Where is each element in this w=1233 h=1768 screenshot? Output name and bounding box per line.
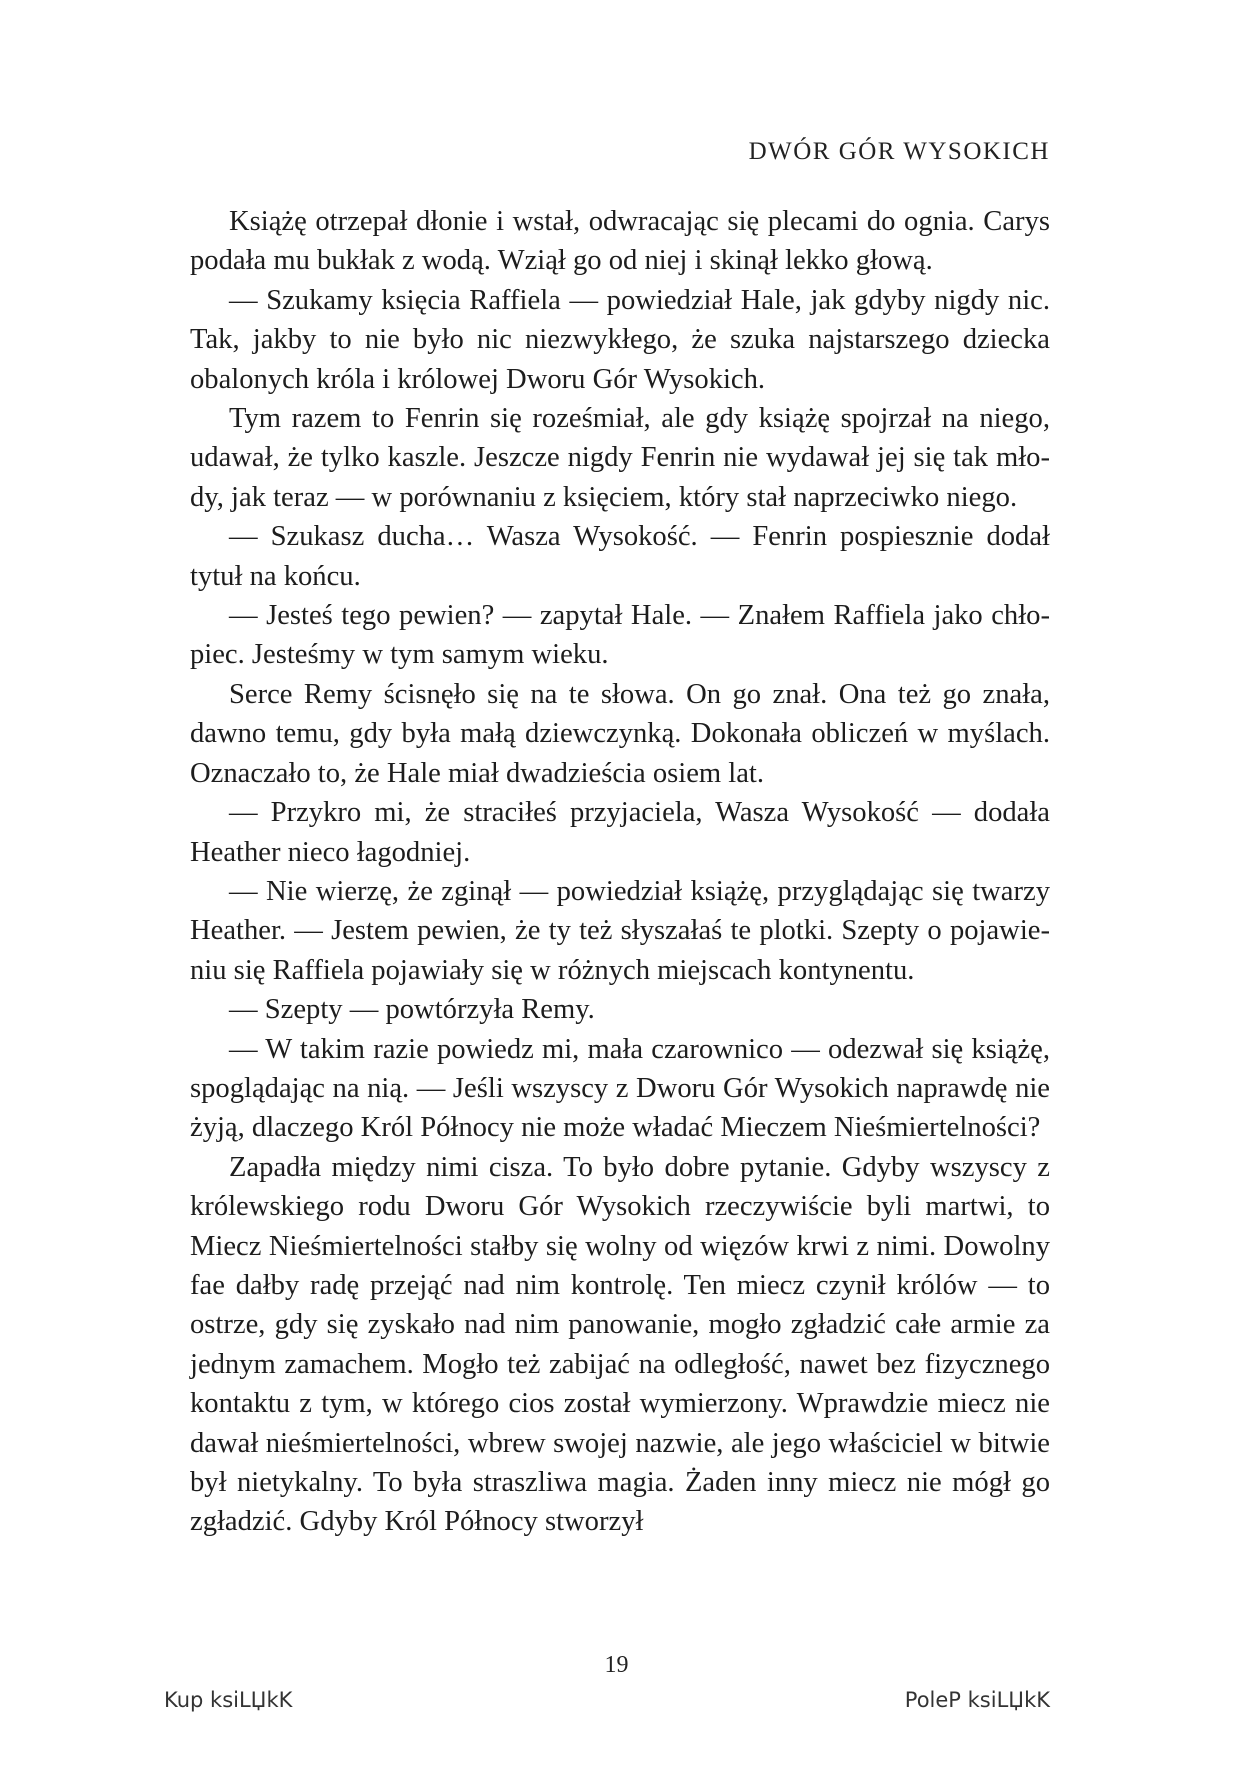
recommend-book-link[interactable]: PoleP ksiLЏkK: [904, 1688, 1050, 1712]
paragraph: Tym razem to Fenrin się roześmiał, ale gdy książę spojrzał na niego, udawał, że tylko kaszle. Jeszcze nigdy Fenrin nie wydawał jej się tak młody, jak teraz — w porównaniu z księciem, który stał naprzeciwko niego.: [190, 403, 1050, 513]
paragraph: — Szukasz ducha… Wasza Wysokość. — Fenrin pospiesznie dodał tytuł na końcu.: [190, 521, 1050, 592]
body-text: [190, 202, 1050, 1542]
page-number: 19: [604, 1652, 629, 1678]
paragraph: — Jesteś tego pewien? — zapytał Hale. — Znałem Raffiela jako chłopiec. Jesteśmy w tym samym wieku.: [190, 600, 1050, 671]
paragraph: — Nie wierzę, że zginął — powiedział książę, przyglądając się twarzy Heather. — Jestem pewien, że ty też słyszałaś te plotki. Szepty o pojawieniu się Raffiela pojawiały się w różnych miejscach kontynentu.: [190, 875, 1050, 986]
paragraph: — W takim razie powiedz mi, mała czarownico — odezwał się książę, spoglądając na nią. — Jeśli wszyscy z Dworu Gór Wysokich naprawdę nie żyją, dlaczego Król Północy nie może władać Mieczem Nieśmiertelności?: [190, 1033, 1050, 1144]
running-header: DWÓR GÓR WYSOKICH: [748, 138, 1050, 165]
paragraph: — Szukamy księcia Raffiela — powiedział Hale, jak gdyby nigdy nic. Tak, jakby to nie było nic niezwykłego, że szuka najstarszego dziecka obalonych króla i królowej Dworu Gór Wysokich.: [190, 284, 1050, 395]
buy-book-link[interactable]: Kup ksiLЏkK: [164, 1688, 293, 1712]
paragraph: Książę otrzepał dłonie i wstał, odwracając się plecami do ognia. Carys podała mu bukłak z wodą. Wziął go od niej i skinął lekko głową.: [190, 206, 1050, 277]
paragraph: Zapadła między nimi cisza. To było dobre pytanie. Gdyby wszyscy z królewskiego rodu Dworu Gór Wysokich rzeczywiście byli martwi, to Miecz Nieśmiertelności stałby się wolny od więzów krwi z nimi. Dowolny fae dałby radę przejąć nad nim kontrolę. Ten miecz czynił królów — to ostrze, gdy się zyskało nad nim panowanie, mogło zgładzić całe armie za jednym zamachem. Mogło też zabijać na odległość, nawet bez fizycznego kontaktu z tym, w którego cios został wymierzony. Wprawdzie miecz nie dawał nieśmiertelności, wbrew swojej nazwie, ale jego właściciel w bitwie był nietykalny. To była straszliwa magia. Żaden inny miecz nie mógł go zgładzić. Gdyby Król Północy stworzył: [190, 1151, 1050, 1538]
paragraph: Serce Remy ścisnęło się na te słowa. On go znał. Ona też go znała, dawno temu, gdy była małą dziewczynką. Dokonała obliczeń w myślach. Oznaczało to, że Hale miał dwadzieścia osiem lat.: [190, 678, 1050, 789]
paragraph: — Przykro mi, że straciłeś przyjaciela, Wasza Wysokość — dodała Heather nieco łagodniej.: [190, 797, 1050, 868]
paragraph: — Szepty — powtórzyła Remy.: [229, 994, 595, 1026]
